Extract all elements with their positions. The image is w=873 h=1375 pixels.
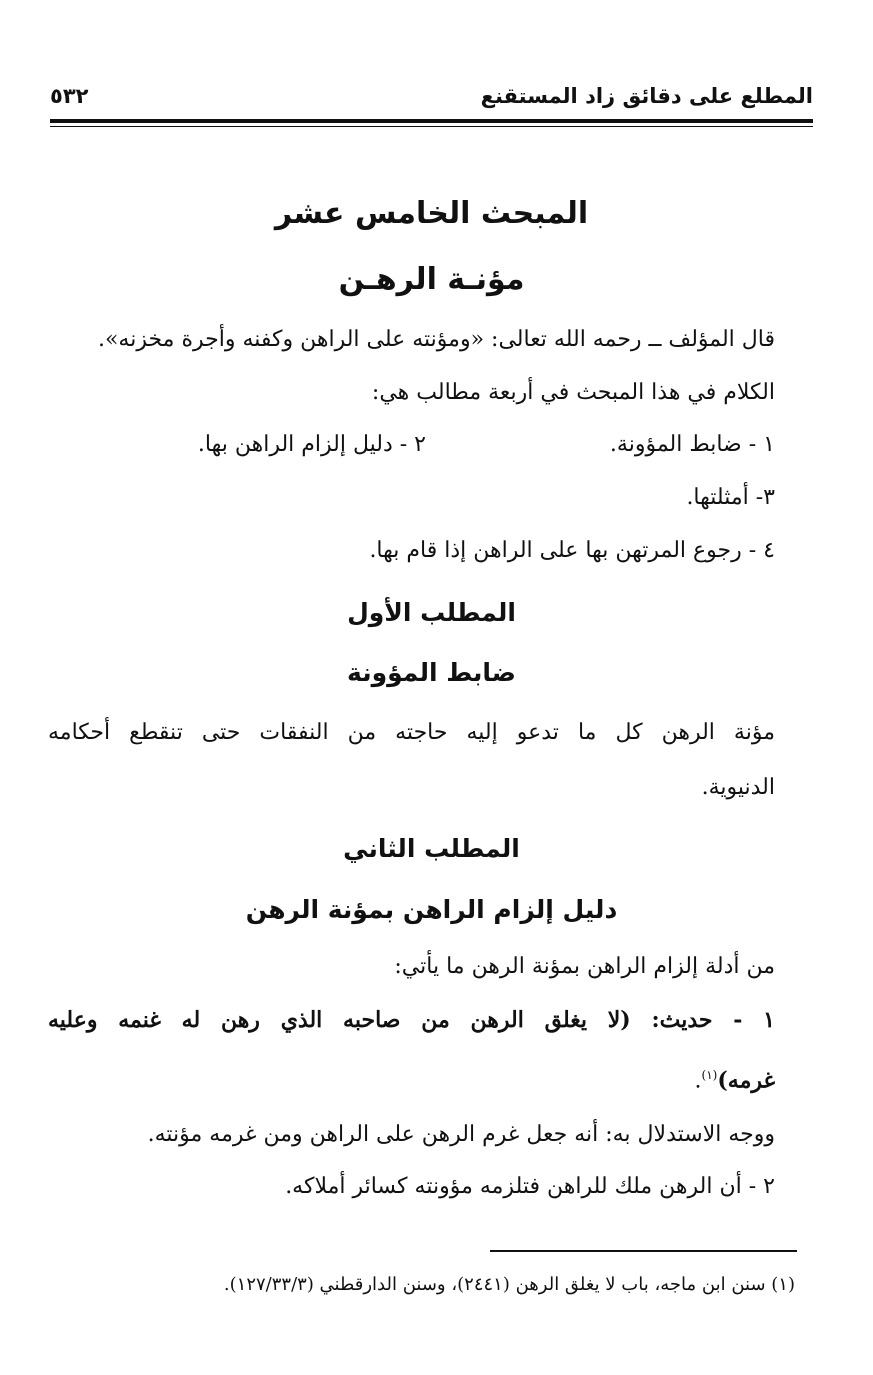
footnote: (١) سنن ابن ماجه، باب لا يغلق الرهن (٢٤٤١)، وسنن الدارقطني (١٢٧/٣٣/٣). xyxy=(223,1274,795,1295)
running-title: المطلع على دقائق زاد المستقنع xyxy=(480,84,813,108)
part1-label: المطلب الأول xyxy=(347,598,516,627)
header-rule-thick xyxy=(50,119,813,123)
page-header xyxy=(50,80,813,112)
header-rule-thin xyxy=(50,126,813,127)
hadith-line2 xyxy=(48,1060,775,1096)
page-number: ٥٣٢ xyxy=(50,84,89,108)
part2-label: المطلب الثاني xyxy=(343,834,520,863)
hadith-line1: ١ - حديث: (لا يغلق الرهن من صاحبه الذي رهن له غنمه وعليه xyxy=(48,1007,775,1033)
part2-lead: من أدلة إلزام الراهن بمؤنة الرهن ما يأتي: xyxy=(394,954,775,979)
list-item-1: ١ - ضابط المؤونة. xyxy=(609,432,775,457)
overview-line: الكلام في هذا المبحث في أربعة مطالب هي: xyxy=(371,380,775,405)
point2-line: ٢ - أن الرهن ملك للراهن فتلزمه مؤونته كسائر أملاكه. xyxy=(285,1174,775,1199)
hadith-text-end: غرمه) xyxy=(717,1067,775,1094)
list-item-4: ٤ - رجوع المرتهن بها على الراهن إذا قام بها. xyxy=(369,538,775,563)
part1-body-line2: الدنيوية. xyxy=(701,775,775,800)
part2-title: دليل إلزام الراهن بمؤنة الرهن xyxy=(245,895,618,924)
section-number-heading: المبحث الخامس عشر xyxy=(274,196,589,231)
part1-body-line1: مؤنة الرهن كل ما تدعو إليه حاجته من النفقات حتى تنقطع أحكامه xyxy=(48,720,775,745)
author-quote-line: قال المؤلف ــ رحمه الله تعالى: «ومؤنته على الراهن وكفنه وأجرة مخزنه». xyxy=(97,327,775,352)
footnote-ref[interactable]: (١) xyxy=(701,1068,718,1082)
footnote-separator xyxy=(490,1250,797,1252)
part1-title: ضابط المؤونة xyxy=(347,658,516,687)
list-item-2: ٢ - دليل إلزام الراهن بها. xyxy=(197,432,426,457)
list-item-3: ٣- أمثلتها. xyxy=(686,485,775,510)
section-subject-heading: مؤنـة الرهـن xyxy=(338,262,525,297)
hadith-period: . xyxy=(694,1068,702,1094)
evidence-line: ووجه الاستدلال به: أنه جعل غرم الرهن على الراهن ومن غرمه مؤنته. xyxy=(147,1122,775,1147)
